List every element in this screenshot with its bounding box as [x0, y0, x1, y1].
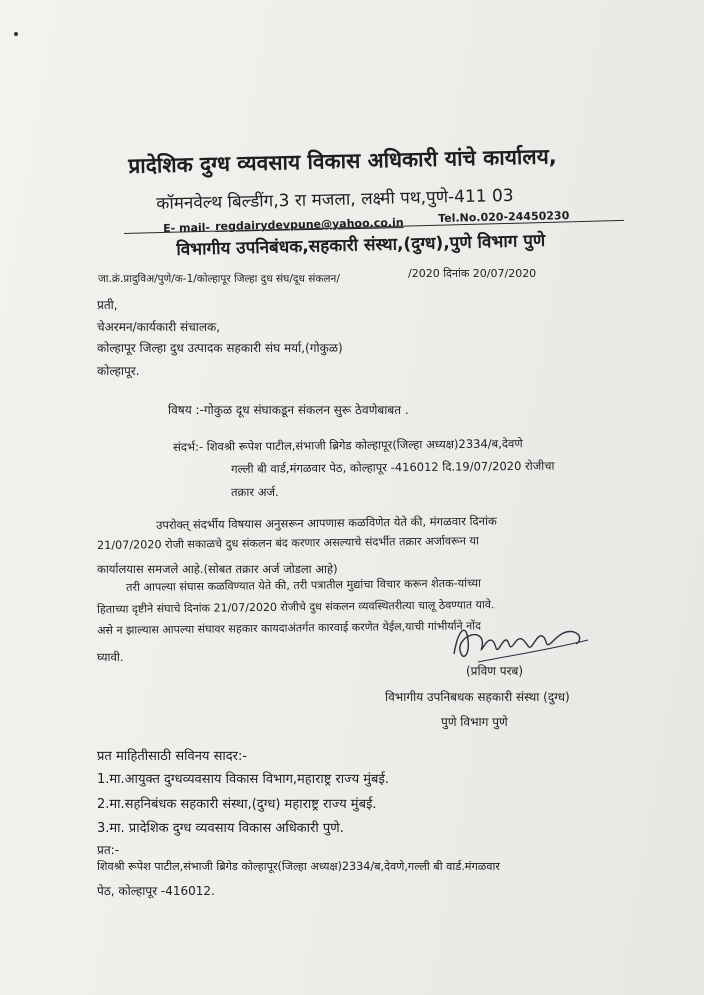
reference-number: जा.क्रं.प्रादुविअ/पुणे/क-1/कोल्हापूर जिल्हा दुध संघ/दूध संकलन/ [98, 273, 340, 285]
reference-line-1: संदर्भ:- शिवश्री रूपेश पाटील,संभाजी ब्रिगेड कोल्हापूर(जिल्हा अध्यक्ष)2334/ब,देवणे [173, 436, 523, 454]
signatory-name: (प्रविण परब) [466, 664, 524, 678]
sub-office-title: विभागीय उपनिबंधक,सहकारी संस्था,(दुग्ध),पुणे विभाग पुणे [176, 230, 546, 260]
email-label: E- mail- [163, 221, 211, 235]
signatory-place: पुणे विभाग पुणे [441, 715, 508, 729]
copy-item-3: 3.मा. प्रादेशिक दुग्ध व्यवसाय विकास अधिकारी पुणे. [97, 821, 344, 836]
punch-dot [14, 32, 18, 36]
email-link[interactable]: regdairydevpune@yahoo.co.in [215, 216, 404, 233]
recipient-line-1: चेअरमन/कार्यकारी संचालक, [97, 320, 221, 334]
recipient-line-3: कोल्हापूर. [97, 364, 140, 378]
body-line-6: असे न झाल्यास आपल्या संघावर सहकार कायदाअंतर्गत कारवाई करणेत येईल,याची गांभीर्याने नोंद [97, 619, 482, 637]
signatory-designation: विभागीय उपनिबधक सहकारी संस्था (दुग्ध) [385, 690, 570, 704]
recipient-prati: प्रती, [97, 298, 118, 312]
body-line-4: तरी आपल्या संघास कळविण्यात येते की, तरी पत्रातील मुद्यांचा विचार करून शेतक-यांच्या [126, 576, 482, 594]
reference-line-3: तक्रार अर्ज. [231, 485, 279, 499]
body-line-7: घ्यावी. [97, 650, 124, 664]
signature-scribble [448, 610, 598, 670]
subject-line: विषय :-गोकुळ दूध संघाकडून संकलन सुरू ठेवणेबाबत . [168, 403, 409, 417]
prat-line-1: शिवश्री रूपेश पाटील,संभाजी ब्रिगेड कोल्हापूर(जिल्हा अध्यक्ष)2334/ब,देवणे,गल्ली बी वार्ड.मंगळवार [97, 860, 500, 873]
copy-item-1: 1.मा.आयुक्त दुग्धव्यवसाय विकास विभाग,महाराष्ट्र राज्य मुंबई. [97, 772, 389, 787]
body-line-1: उपरोक्त् संदर्भीय विषयास अनुसरून आपणास कळविणेत येते की, मंगळवार दिनांक [156, 513, 497, 532]
reference-line-2: गल्ली बी वार्ड,मंगळवार पेठ, कोल्हापूर -416012 दि.19/07/2020 रोजीचा [231, 458, 555, 476]
office-address: कॉमनवेल्थ बिल्डींग,3 रा मजला, लक्ष्मी पथ,पुणे-411 03 [156, 185, 514, 214]
letter-date: /2020 दिनांक 20/07/2020 [408, 267, 537, 280]
telephone: Tel.No.020-24450230 [438, 209, 570, 225]
prat-line-2: पेठ, कोल्हापूर -416012. [97, 884, 215, 898]
recipient-line-2: कोल्हापूर जिल्हा दुध उत्पादक सहकारी संघ मर्या,(गोकुळ) [97, 341, 343, 355]
copy-item-2: 2.मा.सहनिबंधक सहकारी संस्था,(दुग्ध) महाराष्ट्र राज्य मुंबई. [97, 797, 377, 812]
prat-label: प्रत:- [97, 843, 120, 857]
body-line-5: हिताच्या दृष्टीने संघाचे दिनांक 21/07/2020 रोजीचे दुध संकलन व्यवस्थितरीत्या चालू ठेवण्यात यावे. [97, 598, 495, 616]
copies-heading: प्रत माहितीसाठी सविनय सादर:- [97, 749, 248, 764]
body-line-2: 21/07/2020 रोजी सकाळचे दुध संकलन बंद करणार असल्याचे संदर्भीत तक्रार अर्जावरून या [97, 534, 479, 552]
body-line-3: कार्यालयास समजले आहे.(सोबत तक्रार अर्ज जोडला आहे) [97, 562, 338, 576]
office-title: प्रादेशिक दुग्ध व्यवसाय विकास अधिकारी यांचे कार्यालय, [128, 144, 557, 178]
